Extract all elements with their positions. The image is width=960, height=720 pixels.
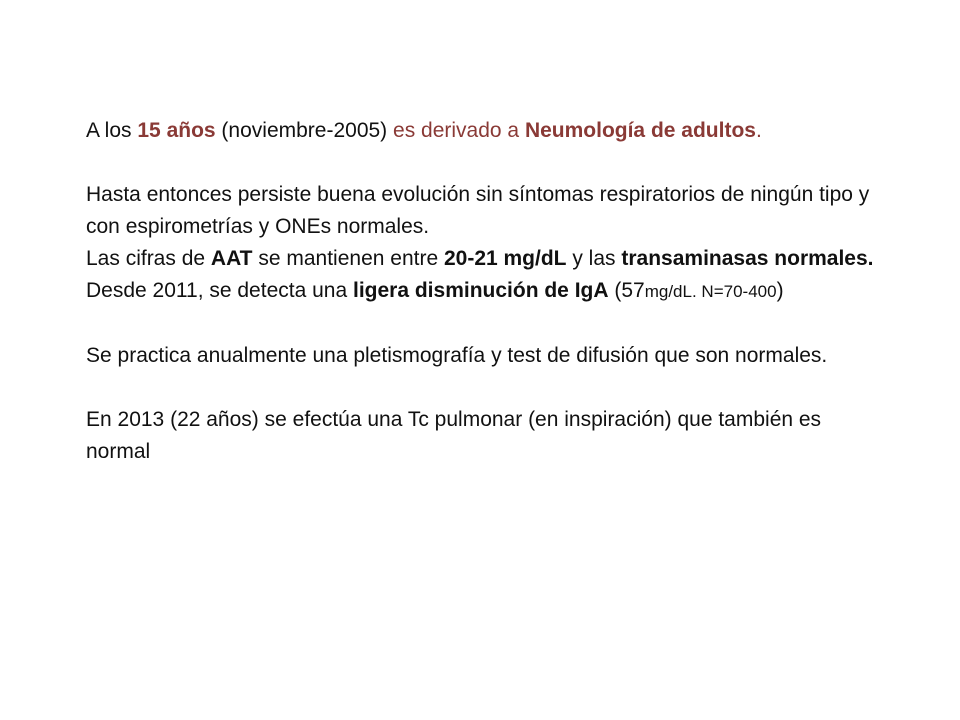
referral-department: Neumología de adultos (524, 119, 756, 142)
paragraph-referral (86, 115, 876, 147)
referral-intro: A los (86, 119, 138, 142)
aat-label: AAT (210, 247, 253, 270)
referral-date: (noviembre-2005) (215, 119, 394, 142)
paragraph-plethysmography: Se practica anualmente una pletismografía y test de difusión que son normales. (86, 344, 828, 367)
iga-intro: Desde 2011, se detecta una (86, 279, 353, 302)
iga-unit-range: mg/dL. N=70-400 (644, 282, 777, 301)
aat-between: se mantienen entre (252, 247, 444, 270)
iga-close: ) (776, 279, 784, 302)
aat-value: 20-21 mg/dL (443, 247, 567, 270)
referral-period: . (755, 119, 762, 142)
paragraph-ct: En 2013 (22 años) se efectúa una Tc pulmonar (en inspiración) que también es normal (86, 408, 822, 463)
spacer (86, 147, 876, 179)
transaminases-normal: transaminasas normales. (621, 247, 874, 270)
paragraph-aat (86, 243, 876, 275)
spacer (86, 372, 876, 404)
referral-derived: es derivado a (393, 119, 525, 142)
aat-intro: Las cifras de (86, 247, 211, 270)
aat-and: y las (566, 247, 622, 270)
paragraph-evolution: Hasta entonces persiste buena evolución sin síntomas respiratorios de ningún tipo y con espirometrías y ONEs normales. (86, 183, 870, 238)
paragraph-iga (86, 275, 876, 308)
iga-value: (57 (608, 279, 645, 302)
referral-age: 15 años (137, 119, 216, 142)
slide-body (86, 115, 876, 468)
iga-finding: ligera disminución de IgA (352, 279, 609, 302)
spacer (86, 308, 876, 340)
